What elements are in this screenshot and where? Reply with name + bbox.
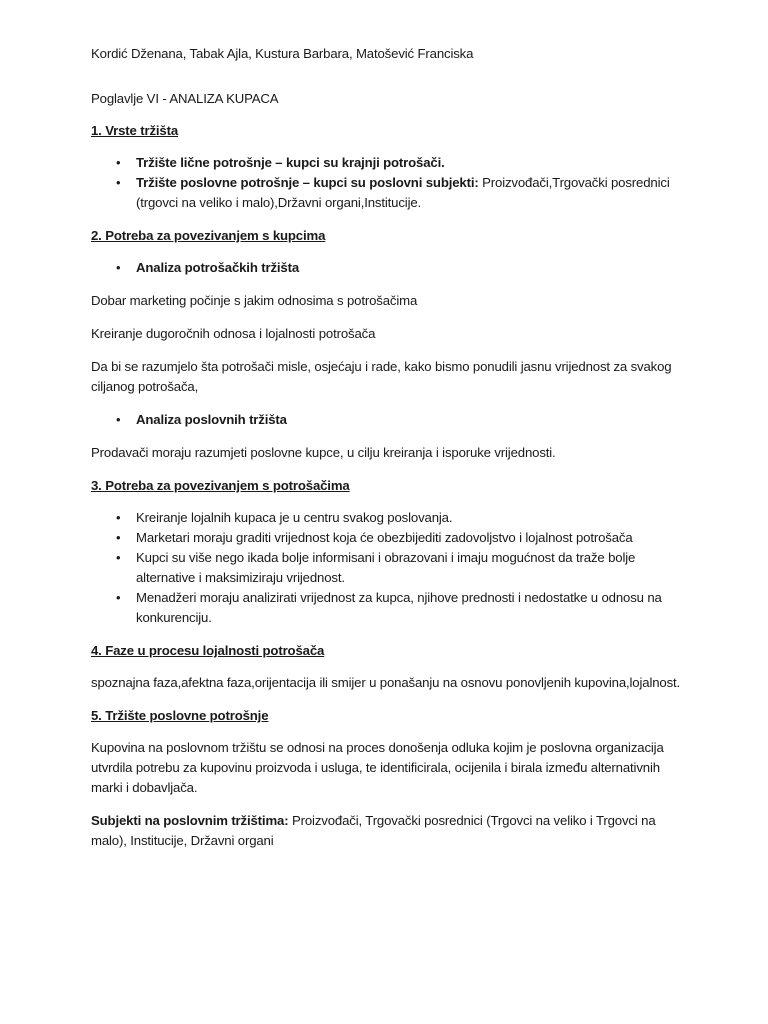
- list-item: [116, 258, 688, 278]
- chapter-title: Poglavlje VI - ANALIZA KUPACA: [91, 91, 279, 106]
- section-1-heading: 1. Vrste tržišta: [91, 123, 179, 138]
- paragraph: spoznajna faza,afektna faza,orijentacija ili smijer u ponašanju na osnovu ponovljenih kupovina,lojalnost.: [91, 675, 681, 690]
- authors-line: Kordić Dženana, Tabak Ajla, Kustura Barbara, Matošević Franciska: [91, 46, 474, 61]
- paragraph: Dobar marketing počinje s jakim odnosima s potrošačima: [91, 293, 418, 308]
- bullet-glyph: •: [116, 175, 121, 190]
- list-item: [116, 410, 688, 430]
- paragraph: Da bi se razumjelo šta potrošači misle, osjećaju i rade, kako bismo ponudili jasnu vrijednost za svakog ciljanog potrošača,: [91, 359, 672, 394]
- bullet-glyph: •: [116, 155, 121, 170]
- section-2-list-a: [91, 258, 688, 278]
- list-item: [116, 528, 688, 548]
- list-item: [116, 588, 688, 628]
- list-item-text: Proizvođači,Trgovački posrednici (trgovci na veliko i malo),Državni organi,Institucije.: [136, 175, 670, 210]
- list-item-text: Kreiranje lojalnih kupaca je u centru svakog poslovanja.: [136, 510, 453, 525]
- paragraph: Prodavači moraju razumjeti poslovne kupce, u cilju kreiranja i isporuke vrijednosti.: [91, 445, 556, 460]
- list-item-bold: Tržište lične potrošnje – kupci su krajnji potrošači.: [136, 155, 445, 170]
- paragraph: Kupovina na poslovnom tržištu se odnosi na proces donošenja odluka kojim je poslovna organizacija utvrdila potrebu za kupovinu proizvoda i usluga, te identificirala, ocijenila i birala između alternativnih marki i dobavljača.: [91, 740, 664, 795]
- bullet-glyph: •: [116, 550, 121, 565]
- paragraph-bold-lead: Subjekti na poslovnim tržištima:: [91, 813, 289, 828]
- list-item-text: Marketari moraju graditi vrijednost koja će obezbijediti zadovoljstvo i lojalnost potrošača: [136, 530, 633, 545]
- list-item-bold: Analiza poslovnih tržišta: [136, 412, 287, 427]
- list-item-bold: Analiza potrošačkih tržišta: [136, 260, 300, 275]
- section-2-list-b: [91, 410, 688, 430]
- list-item: [116, 508, 688, 528]
- bullet-glyph: •: [116, 530, 121, 545]
- paragraph-text: Proizvođači, Trgovački posrednici (Trgovci na veliko i Trgovci na malo), Institucije, Državni organi: [91, 813, 656, 848]
- section-2-heading: 2. Potreba za povezivanjem s kupcima: [91, 228, 326, 243]
- bullet-glyph: •: [116, 590, 121, 605]
- paragraph: Kreiranje dugoročnih odnosa i lojalnosti potrošača: [91, 326, 376, 341]
- list-item-bold: Tržište poslovne potrošnje – kupci su poslovni subjekti:: [136, 175, 479, 190]
- list-item: [116, 153, 688, 173]
- list-item-text: Kupci su više nego ikada bolje informisani i obrazovani i imaju mogućnost da traže bolje alternative i maksimiziraju vrijednost.: [136, 550, 636, 585]
- bullet-glyph: •: [116, 510, 121, 525]
- section-3-list: [91, 508, 688, 628]
- list-item-text: Menadžeri moraju analizirati vrijednost za kupca, njihove prednosti i nedostatke u odnosu na konkurenciju.: [136, 590, 662, 625]
- section-4-heading: 4. Faze u procesu lojalnosti potrošača: [91, 643, 325, 658]
- section-3-heading: 3. Potreba za povezivanjem s potrošačima: [91, 478, 350, 493]
- bullet-glyph: •: [116, 412, 121, 427]
- bullet-glyph: •: [116, 260, 121, 275]
- section-1-list: [91, 153, 688, 213]
- paragraph: [91, 811, 688, 851]
- section-5-heading: 5. Tržište poslovne potrošnje: [91, 708, 269, 723]
- list-item: [116, 173, 688, 213]
- list-item: [116, 548, 688, 588]
